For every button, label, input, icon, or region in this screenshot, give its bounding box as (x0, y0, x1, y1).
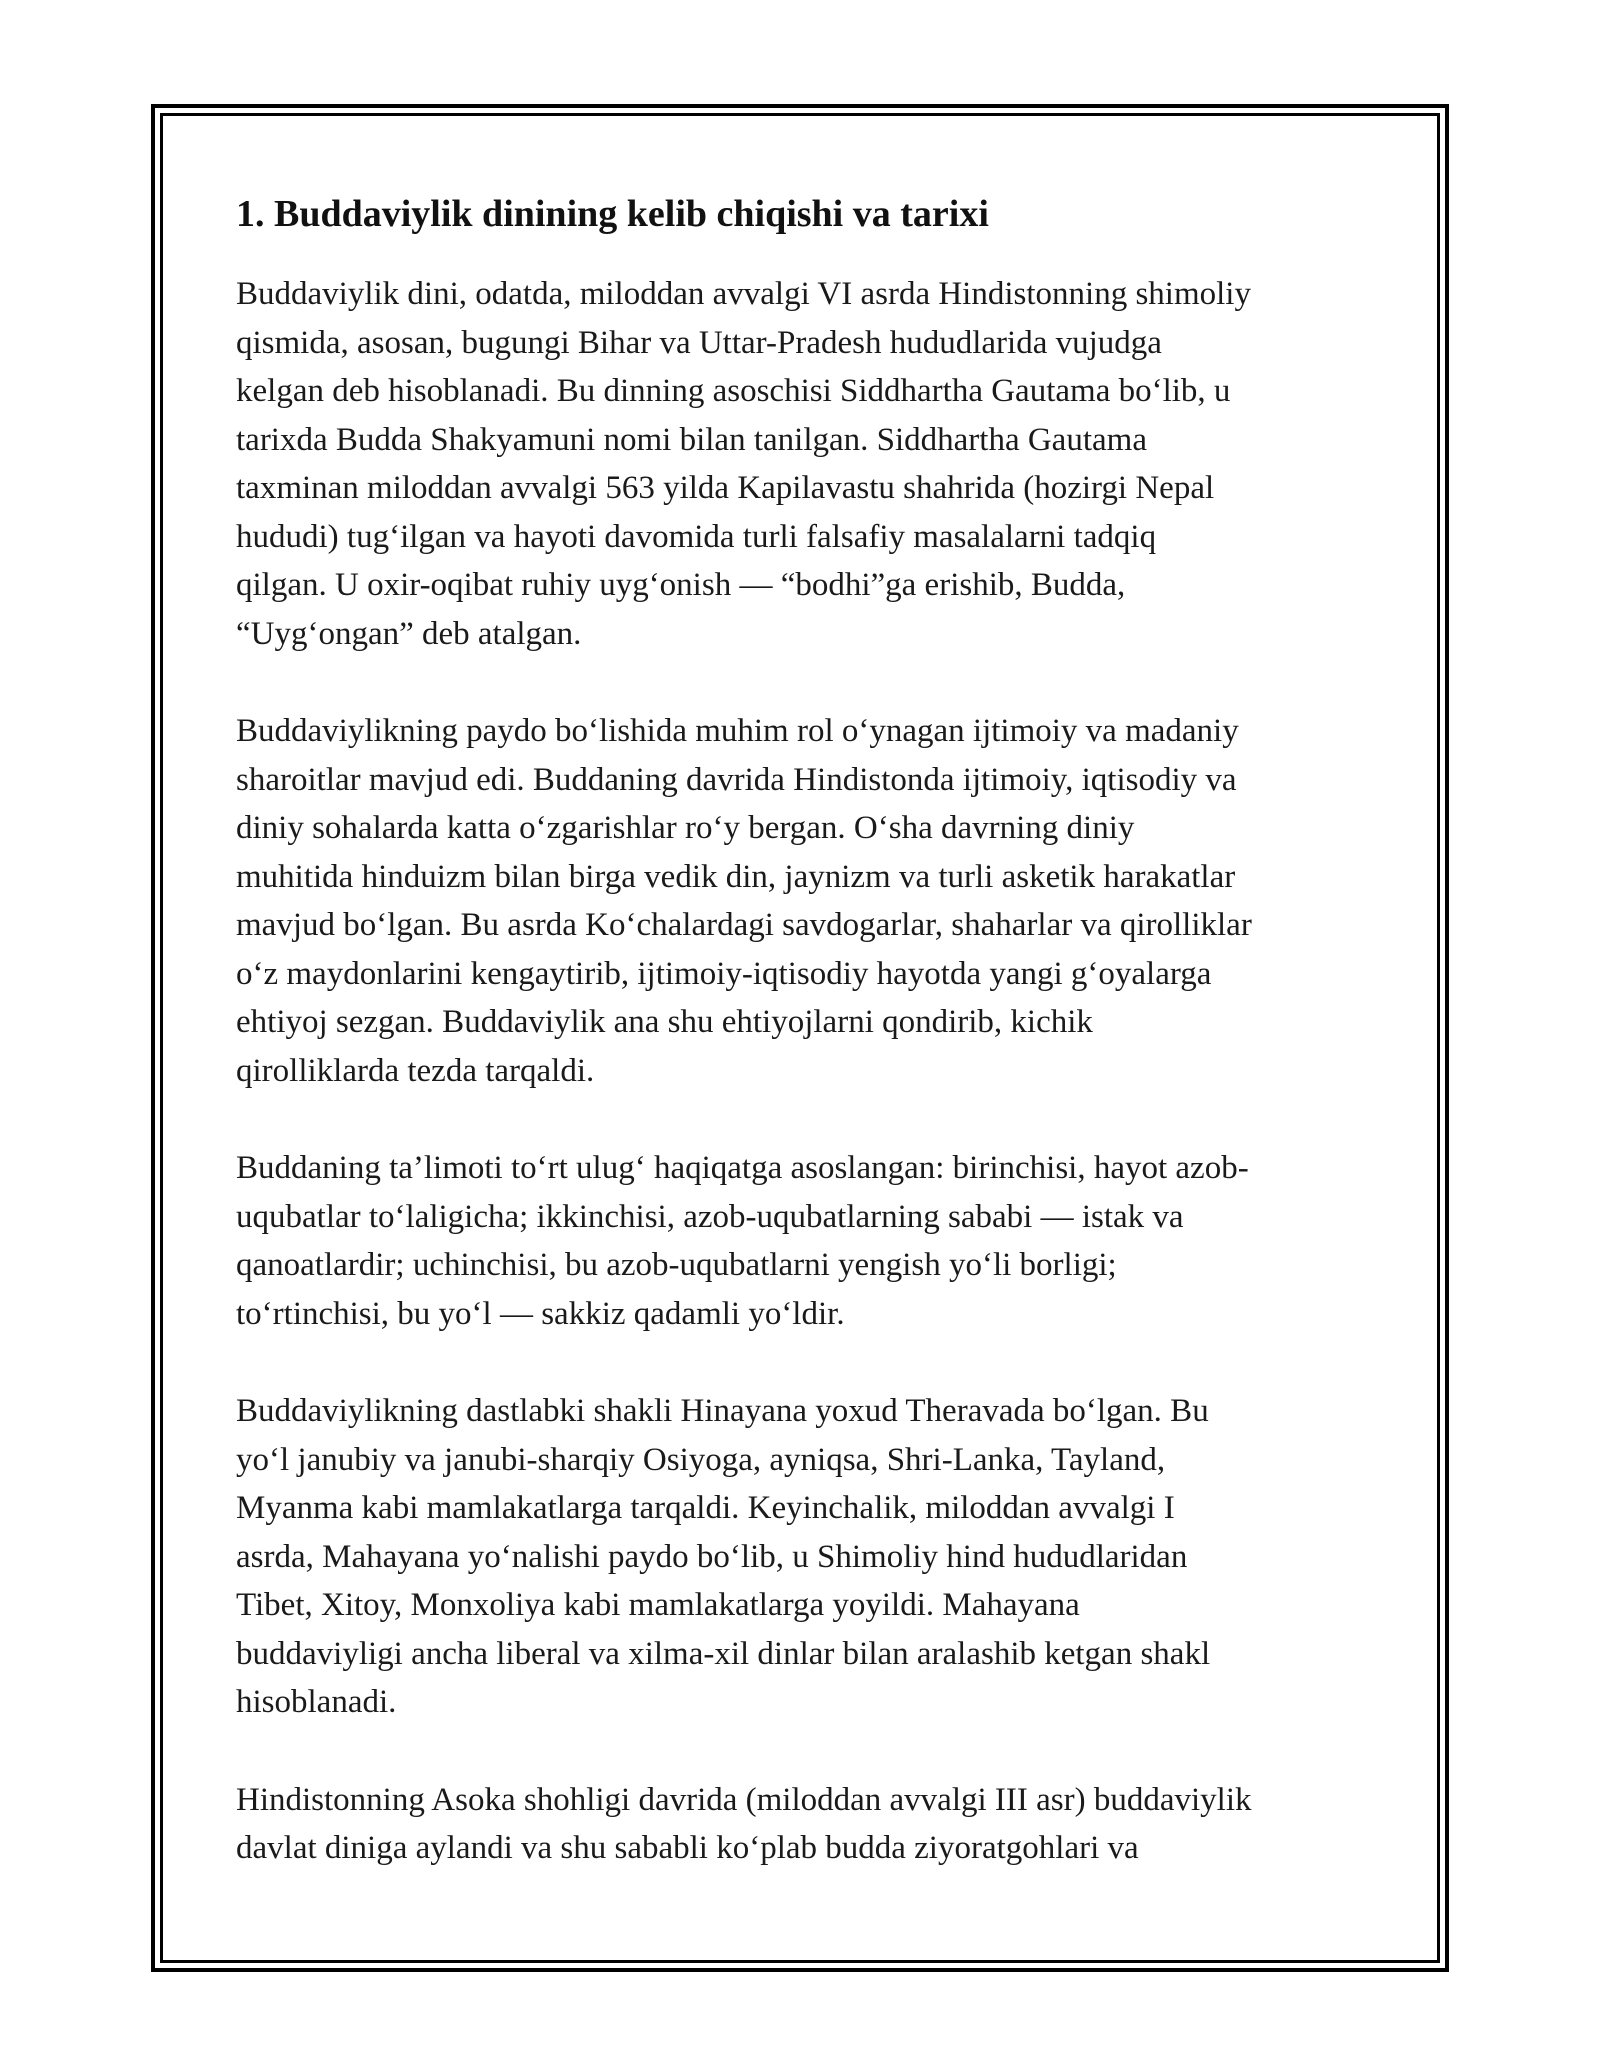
text-line: Buddaviylikning dastlabki shakli Hinayana yoxud Theravada bo‘lgan. Bu (236, 1393, 1209, 1429)
paragraph-5 (236, 1776, 1376, 1873)
text-line: ehtiyoj sezgan. Buddaviylik ana shu ehtiyojlarni qondirib, kichik (236, 1004, 1093, 1040)
text-line: sharoitlar mavjud edi. Buddaning davrida Hindistonda ijtimoiy, iqtisodiy va (236, 761, 1237, 798)
paragraph-3 (236, 1144, 1376, 1338)
text-line: taxminan miloddan avvalgi 563 yilda Kapilavastu shahrida (hozirgi Nepal (236, 470, 1215, 506)
text-line: qilgan. U oxir-oqibat ruhiy uyg‘onish — “bodhi”ga erishib, Budda, (236, 567, 1126, 603)
document-body (236, 184, 1376, 1873)
text-line: o‘z maydonlarini kengaytirib, ijtimoiy-iqtisodiy hayotda yangi g‘oyalarga (236, 955, 1212, 992)
text-line: buddaviyligi ancha liberal va xilma-xil dinlar bilan aralashib ketgan shakl (236, 1635, 1211, 1672)
paragraph-4 (236, 1387, 1376, 1727)
text-line: qirolliklarda tezda tarqaldi. (236, 1052, 595, 1089)
text-line: Myanma kabi mamlakatlarga tarqaldi. Keyinchalik, miloddan avvalgi I (236, 1490, 1175, 1526)
section-title: 1. Buddaviylik dinining kelib chiqishi va tarixi (236, 193, 989, 235)
text-line: muhitida hinduizm bilan birga vedik din, jaynizm va turli asketik harakatlar (236, 858, 1236, 895)
text-line: asrda, Mahayana yo‘nalishi paydo bo‘lib, u Shimoliy hind hududlaridan (236, 1538, 1188, 1575)
text-line: hisoblanadi. (236, 1684, 397, 1720)
text-line: Buddaning ta’limoti to‘rt ulug‘ haqiqatga asoslangan: birinchisi, hayot azob- (236, 1150, 1249, 1186)
text-line: qismida, asosan, bugungi Bihar va Uttar-Pradesh hududlarida vujudga (236, 324, 1162, 361)
text-line: Hindistonning Asoka shohligi davrida (miloddan avvalgi III asr) buddaviylik (236, 1781, 1252, 1818)
text-line: tarixda Budda Shakyamuni nomi bilan tanilgan. Siddhartha Gautama (236, 421, 1147, 458)
text-line: mavjud bo‘lgan. Bu asrda Ko‘chalardagi savdogarlar, shaharlar va qirolliklar (236, 907, 1252, 943)
text-line: davlat diniga aylandi va shu sababli ko‘plab budda ziyoratgohlari va (236, 1830, 1139, 1866)
text-line: qanoatlardir; uchinchisi, bu azob-uqubatlarni yengish yo‘li borligi; (236, 1247, 1117, 1283)
text-line: to‘rtinchisi, bu yo‘l — sakkiz qadamli yo‘ldir. (236, 1295, 845, 1332)
paragraph-1 (236, 270, 1376, 658)
text-line: yo‘l janubiy va janubi-sharqiy Osiyoga, ayniqsa, Shri-Lanka, Tayland, (236, 1441, 1166, 1478)
text-line: Tibet, Xitoy, Monxoliya kabi mamlakatlarga yoyildi. Mahayana (236, 1587, 1080, 1623)
paragraph-2 (236, 707, 1376, 1095)
text-line: Buddaviylikning paydo bo‘lishida muhim rol o‘ynagan ijtimoiy va madaniy (236, 713, 1239, 749)
text-line: kelgan deb hisoblanadi. Bu dinning asoschisi Siddhartha Gautama bo‘lib, u (236, 373, 1231, 409)
text-line: “Uyg‘ongan” deb atalgan. (236, 615, 582, 652)
text-line: diniy sohalarda katta o‘zgarishlar ro‘y bergan. O‘sha davrning diniy (236, 810, 1135, 846)
text-line: uqubatlar to‘laligicha; ikkinchisi, azob-uqubatlarning sababi — istak va (236, 1198, 1184, 1235)
text-line: Buddaviylik dini, odatda, miloddan avvalgi VI asrda Hindistonning shimoliy (236, 276, 1251, 312)
text-line: hududi) tug‘ilgan va hayoti davomida turli falsafiy masalalarni tadqiq (236, 518, 1157, 555)
